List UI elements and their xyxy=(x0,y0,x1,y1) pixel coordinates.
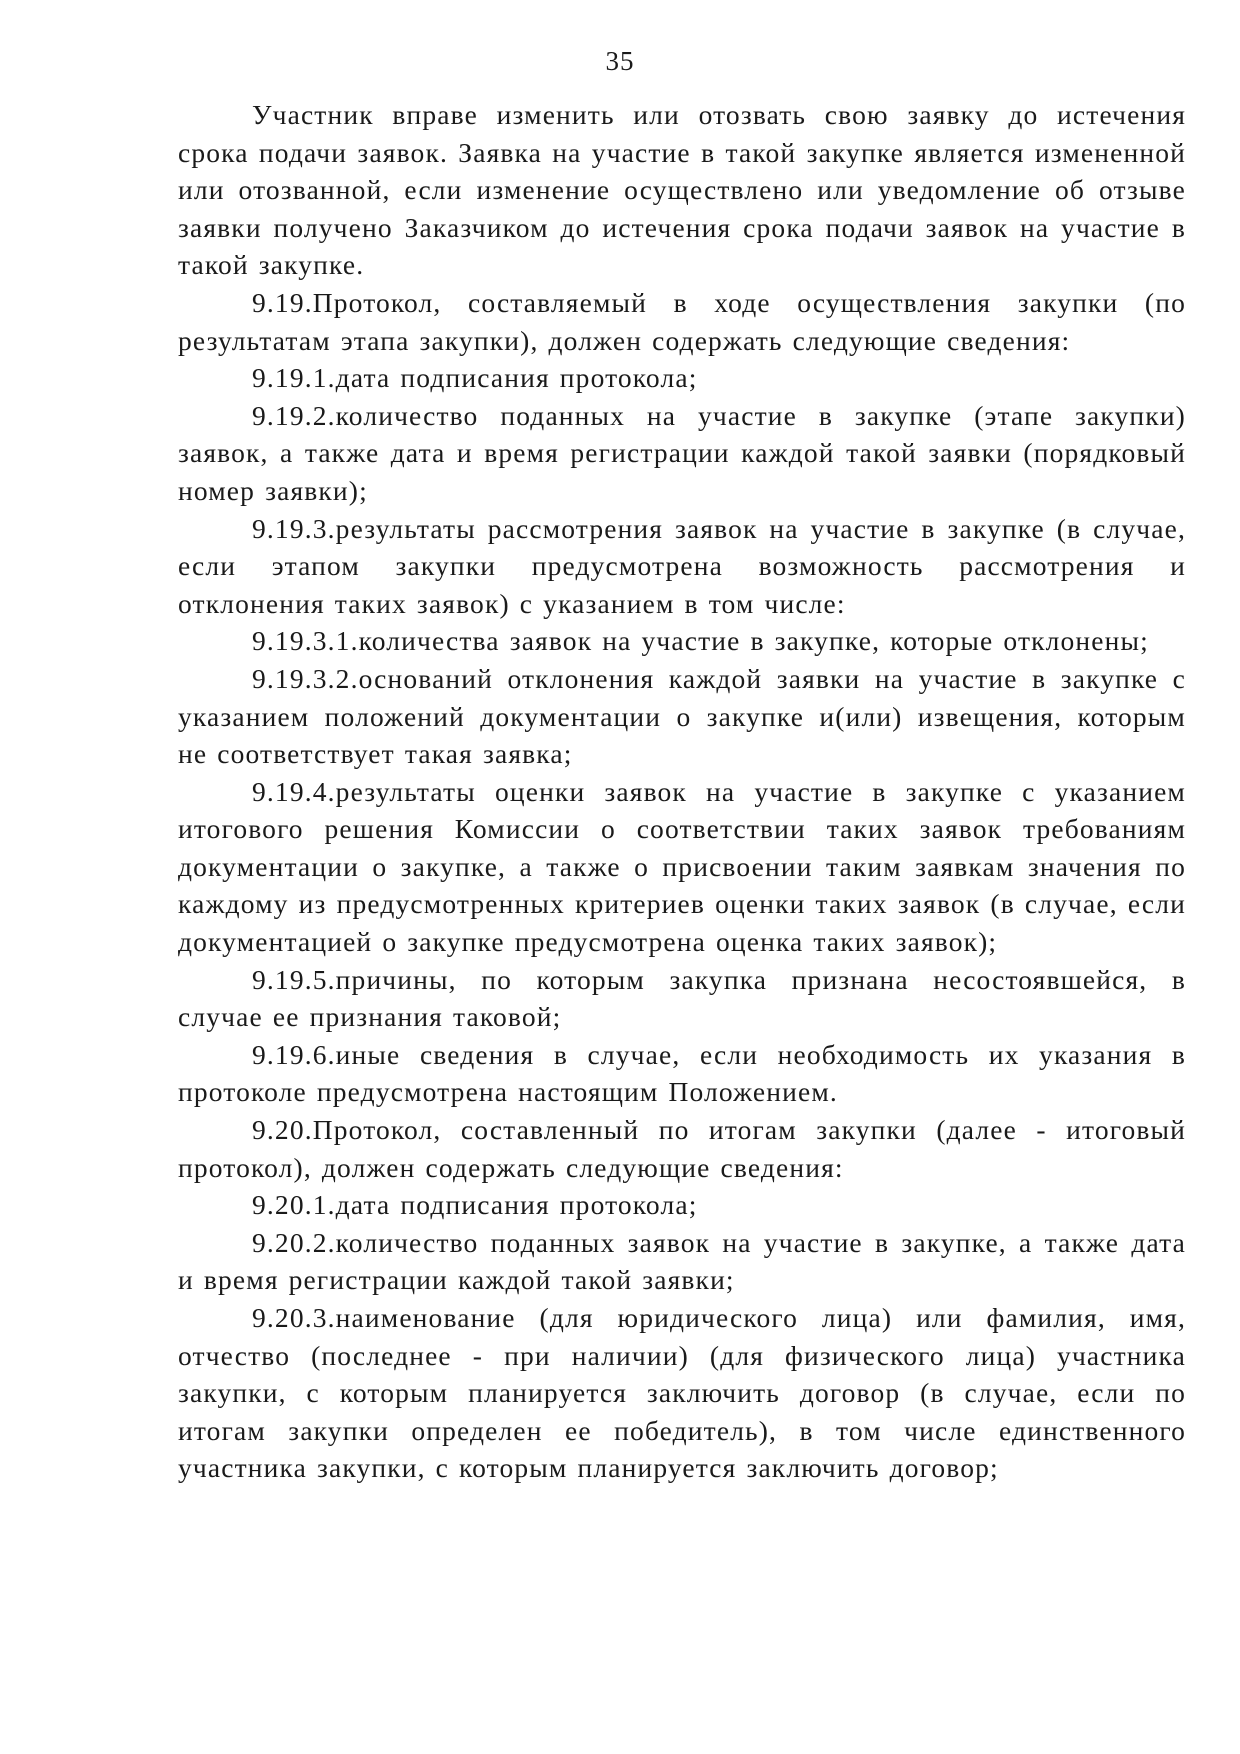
paragraph-withdraw-application: Участник вправе изменить или отозвать свою заявку до истечения срока подачи заявок. Заявка на участие в такой закупке является измененной или отозванной, если изменение осуществлено или уведомление об отзыве заявки получено Заказчиком до истечения срока подачи заявок на участие в такой закупке. xyxy=(178,99,1186,281)
paragraph-9-20: 9.20.Протокол, составленный по итогам закупки (далее - итоговый протокол), должен содержать следующие сведения: xyxy=(178,1114,1186,1183)
paragraph-9-19: 9.19.Протокол, составляемый в ходе осуществления закупки (по результатам этапа закупки), должен содержать следующие сведения: xyxy=(178,286,1186,356)
paragraph-9-19-3-2: 9.19.3.2.оснований отклонения каждой заявки на участие в закупке с указанием положений документации о закупке и(или) извещения, которым не соответствует такая заявка; xyxy=(178,662,1186,770)
paragraph-9-19-1: 9.19.1.дата подписания протокола; xyxy=(252,362,698,394)
page-number: 35 xyxy=(605,46,635,76)
paragraph-9-19-2: 9.19.2.количество поданных на участие в закупке (этапе закупки) заявок, а также дата и время регистрации каждой такой заявки (порядковый номер заявки); xyxy=(178,399,1186,506)
paragraph-9-19-3-1: 9.19.3.1.количества заявок на участие в закупке, которые отклонены; xyxy=(252,625,1149,657)
paragraph-9-20-2: 9.20.2.количество поданных заявок на участие в закупке, а также дата и время регистрации каждой такой заявки; xyxy=(178,1226,1186,1296)
paragraph-9-20-3: 9.20.3.наименование (для юридического лица) или фамилия, имя, отчество (последнее - при наличии) (для физического лица) участника закупки, с которым планируется заключить договор (в случае, если по итогам закупки определен ее победитель), в том числе единственного участника закупки, с которым планируется заключить договор; xyxy=(178,1302,1186,1484)
paragraph-9-19-5: 9.19.5.причины, по которым закупка признана несостоявшейся, в случае ее признания таковой; xyxy=(178,963,1186,1033)
paragraph-9-20-1: 9.20.1.дата подписания протокола; xyxy=(252,1189,698,1221)
paragraph-9-19-6: 9.19.6.иные сведения в случае, если необходимость их указания в протоколе предусмотрена настоящим Положением. xyxy=(178,1038,1186,1108)
paragraph-9-19-4: 9.19.4.результаты оценки заявок на участие в закупке с указанием итогового решения Комиссии о соответствии таких заявок требованиям документации о закупке, а также о присвоении таким заявкам значения по каждому из предусмотренных критериев оценки таких заявок (в случае, если документацией о закупке предусмотрена оценка таких заявок); xyxy=(178,775,1186,958)
document-body xyxy=(178,96,1186,1487)
paragraph-9-19-3: 9.19.3.результаты рассмотрения заявок на участие в закупке (в случае, если этапом закупки предусмотрена возможность рассмотрения и отклонения таких заявок) с указанием в том числе: xyxy=(178,512,1186,619)
